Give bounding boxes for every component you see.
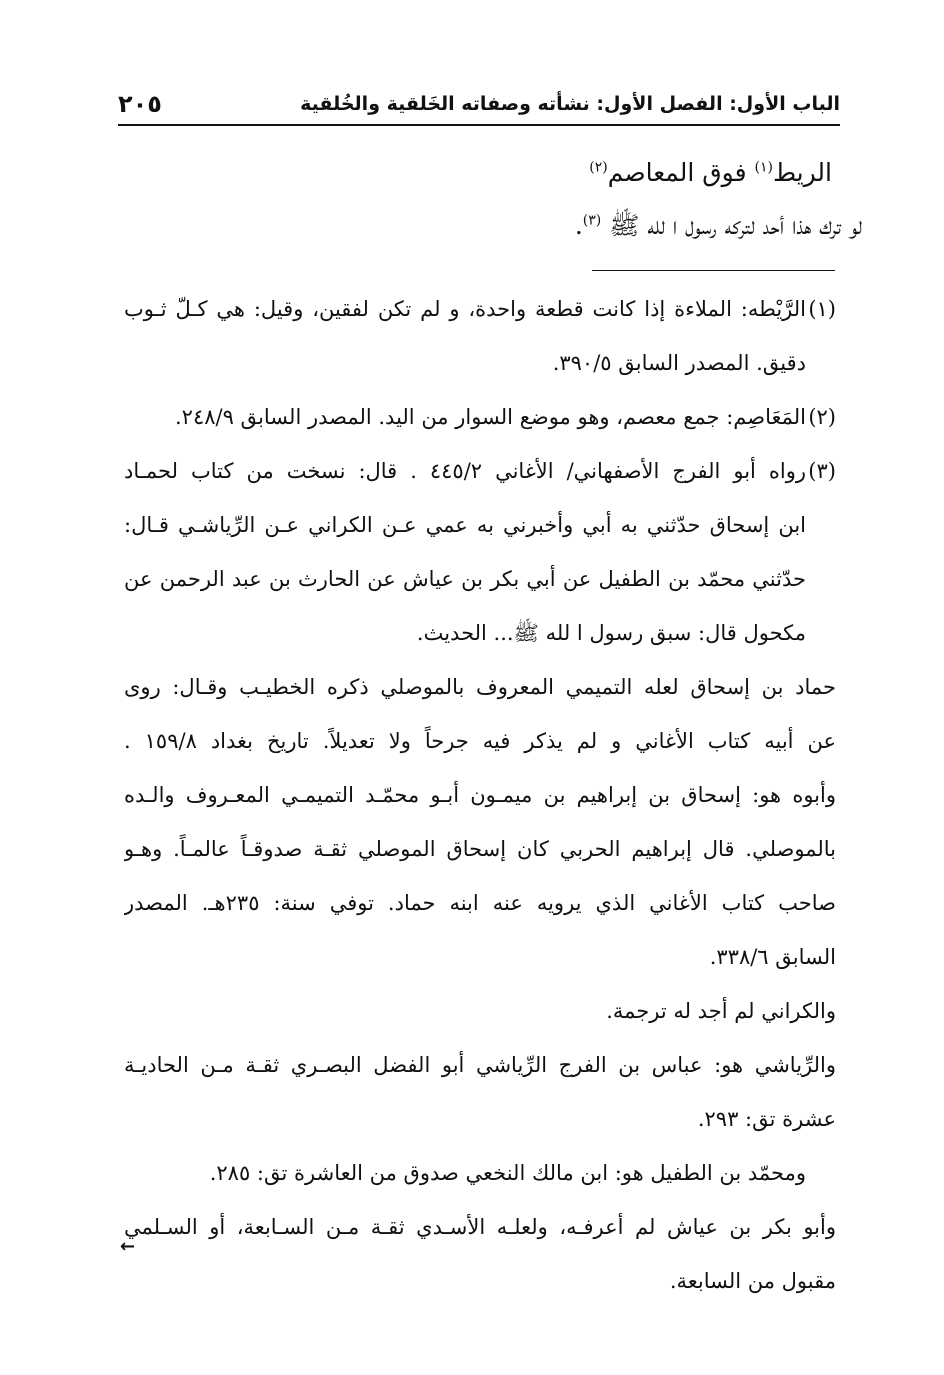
footnote-2: (٢)المَعَاصِم: جمع معصم، وهو موضع السوار من اليد. المصدر السابق ٢٤٨/٩.: [124, 390, 836, 444]
footnote-1: (١)الرَّيْطه: الملاءة إذا كانت قطعة واحدة، و لم تكن لفقين، وقيل: هي كـلّ ثـوب: [124, 282, 836, 336]
footnote-number: (٣): [808, 459, 836, 483]
footnote-line: ابن إسحاق حدّثني به أبي وأخبرني به عمي عـن الكراني عـن الرِّياشـي قـال:: [124, 513, 806, 537]
running-title: الباب الأول: الفصل الأول: نشأته وصفاته الخَلقية والخُلقية: [300, 93, 840, 115]
footnotes: [124, 282, 836, 1308]
footnote-line: دقيق. المصدر السابق ٣٩٠/٥.: [552, 351, 806, 375]
footnote-ref-1[interactable]: (١): [754, 159, 773, 176]
footnote-line: مقبول من السابعة.: [669, 1269, 836, 1293]
footnote-separator: [592, 270, 835, 271]
footnote-line: والكراني لم أجد له ترجمة.: [606, 999, 836, 1023]
footnote-line: حدّثني محمّد بن الطفيل عن أبي بكر بن عياش عن الحارث بن عبد الرحمن عن: [124, 567, 806, 591]
footnote-line: مكحول قال: سبق رسول ا لله ﷺ... الحديث.: [416, 621, 806, 645]
footnote-line: وأبو بكر بن عياش لم أعرفـه، ولعلـه الأسـدي ثقـة مـن السـابعة، أو السـلمي: [124, 1215, 836, 1239]
verse-line-1: الريط$^{(١)}$ فوق المعاصم$^{(٢)}$: [589, 158, 832, 187]
footnote-line: صاحب كتاب الأغاني الذي يرويه عنه ابنه حماد. توفي سنة: ٢٣٥هـ. المصدر: [124, 891, 836, 915]
footnote-line: حماد بن إسحاق لعله التميمي المعروف بالموصلي ذكره الخطيـب وقـال: روى: [124, 675, 836, 699]
next-page-arrow-icon[interactable]: ←: [120, 1236, 136, 1257]
footnote-line: عن أبيه كتاب الأغاني و لم يذكر فيه جرحاً ولا تعديلاً. تاريخ بغداد ١٥٩/٨ .: [124, 729, 836, 753]
footnote-line: عشرة تق: ٢٩٣.: [697, 1107, 836, 1131]
footnote-line: والرِّياشي هو: عباس بن الفرج الرِّياشي أبو الفضل البصـري ثقـة مـن الحاديـة: [124, 1053, 836, 1077]
footnote-ref-3[interactable]: (٣): [582, 212, 602, 229]
verse-line-2: لو ترك هذا أحد لتركه رسول ا لله ﷺ $^{(٣)}$.: [574, 211, 862, 240]
footnote-line: بالموصلي. قال إبراهيم الحربي كان إسحاق الموصلي ثقـة صدوقـاً عالمـاً. وهـو: [124, 837, 836, 861]
page-number: ٢٠٥: [118, 90, 162, 118]
footnote-number: (٢): [808, 405, 836, 429]
footnote-3: (٣)رواه أبو الفرج الأصفهاني/ الأغاني ٤٤٥/٢ . قال: نسخت من كتاب لحمـاد: [124, 444, 836, 498]
footnote-line: ومحمّد بن الطفيل هو: ابن مالك النخعي صدوق من العاشرة تق: ٢٨٥.: [209, 1161, 806, 1185]
footnote-ref-2[interactable]: (٢): [589, 159, 608, 176]
page-header: [118, 86, 840, 122]
footnote-number: (١): [808, 297, 836, 321]
footnote-line: وأبوه هو: إسحاق بن إبراهيم بن ميمـون أبـو محمّـد التميمـي المعـروف والـده: [124, 783, 836, 807]
header-rule: [118, 124, 840, 126]
footnote-line: السابق ٣٣٨/٦.: [709, 945, 836, 969]
